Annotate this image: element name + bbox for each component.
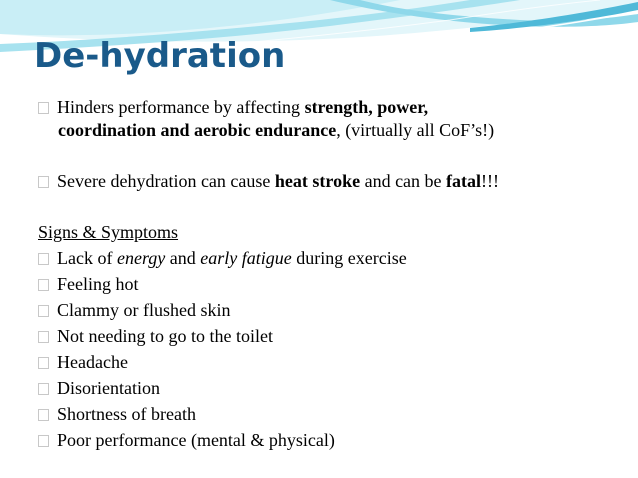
symptom-item [38,299,231,322]
bullet-bold-text: fatal [446,171,482,191]
symptom-text: Shortness of breath [57,404,196,424]
bullet-box-icon [38,383,49,395]
bullet-text: , (virtually all CoF’s!) [336,120,495,140]
bullet-box-icon [38,331,49,343]
symptom-item [38,403,196,426]
bullet-text: Lack of [57,248,117,268]
bullet-box-icon [38,102,49,114]
symptom-lack-of-energy [38,247,407,270]
bullet-box-icon [38,435,49,447]
bullet-box-icon [38,409,49,421]
bullet-box-icon [38,176,49,188]
bullet-text: and can be [360,171,447,191]
bullet-italic-text: energy [116,248,166,268]
bullet-text: during exercise [291,248,407,268]
bullet-box-icon [38,253,49,265]
symptom-item [38,429,335,452]
bullet-text: and [165,248,201,268]
symptom-text: Clammy or flushed skin [57,300,231,320]
symptom-item [38,325,273,348]
bullet-bold-text: coordination and aerobic endurance [58,120,337,140]
symptom-text: Not needing to go to the toilet [57,326,273,346]
symptom-text: Poor performance (mental & physical) [57,430,335,450]
symptom-item [38,273,139,296]
symptom-item [38,377,160,400]
bullet-bold-text: heat stroke [274,171,361,191]
symptom-item [38,351,128,374]
bullet-performance [38,96,428,119]
bullet-text: Severe dehydration can cause [57,171,275,191]
bullet-box-icon [38,305,49,317]
bullet-text: Hinders performance by affecting [57,97,305,117]
symptom-text: Disorientation [57,378,160,398]
signs-heading: Signs & Symptoms [38,222,179,242]
bullet-bold-text: strength, power, [304,97,429,117]
bullet-box-icon [38,279,49,291]
bullet-box-icon [38,357,49,369]
symptom-text: Feeling hot [57,274,139,294]
bullet-performance-line2 [38,119,494,142]
symptom-text: Headache [57,352,128,372]
bullet-text: !!! [481,171,500,191]
bullet-heat-stroke [38,170,499,193]
slide-title: De-hydration [34,36,286,76]
bullet-italic-text: early fatigue [200,248,292,268]
